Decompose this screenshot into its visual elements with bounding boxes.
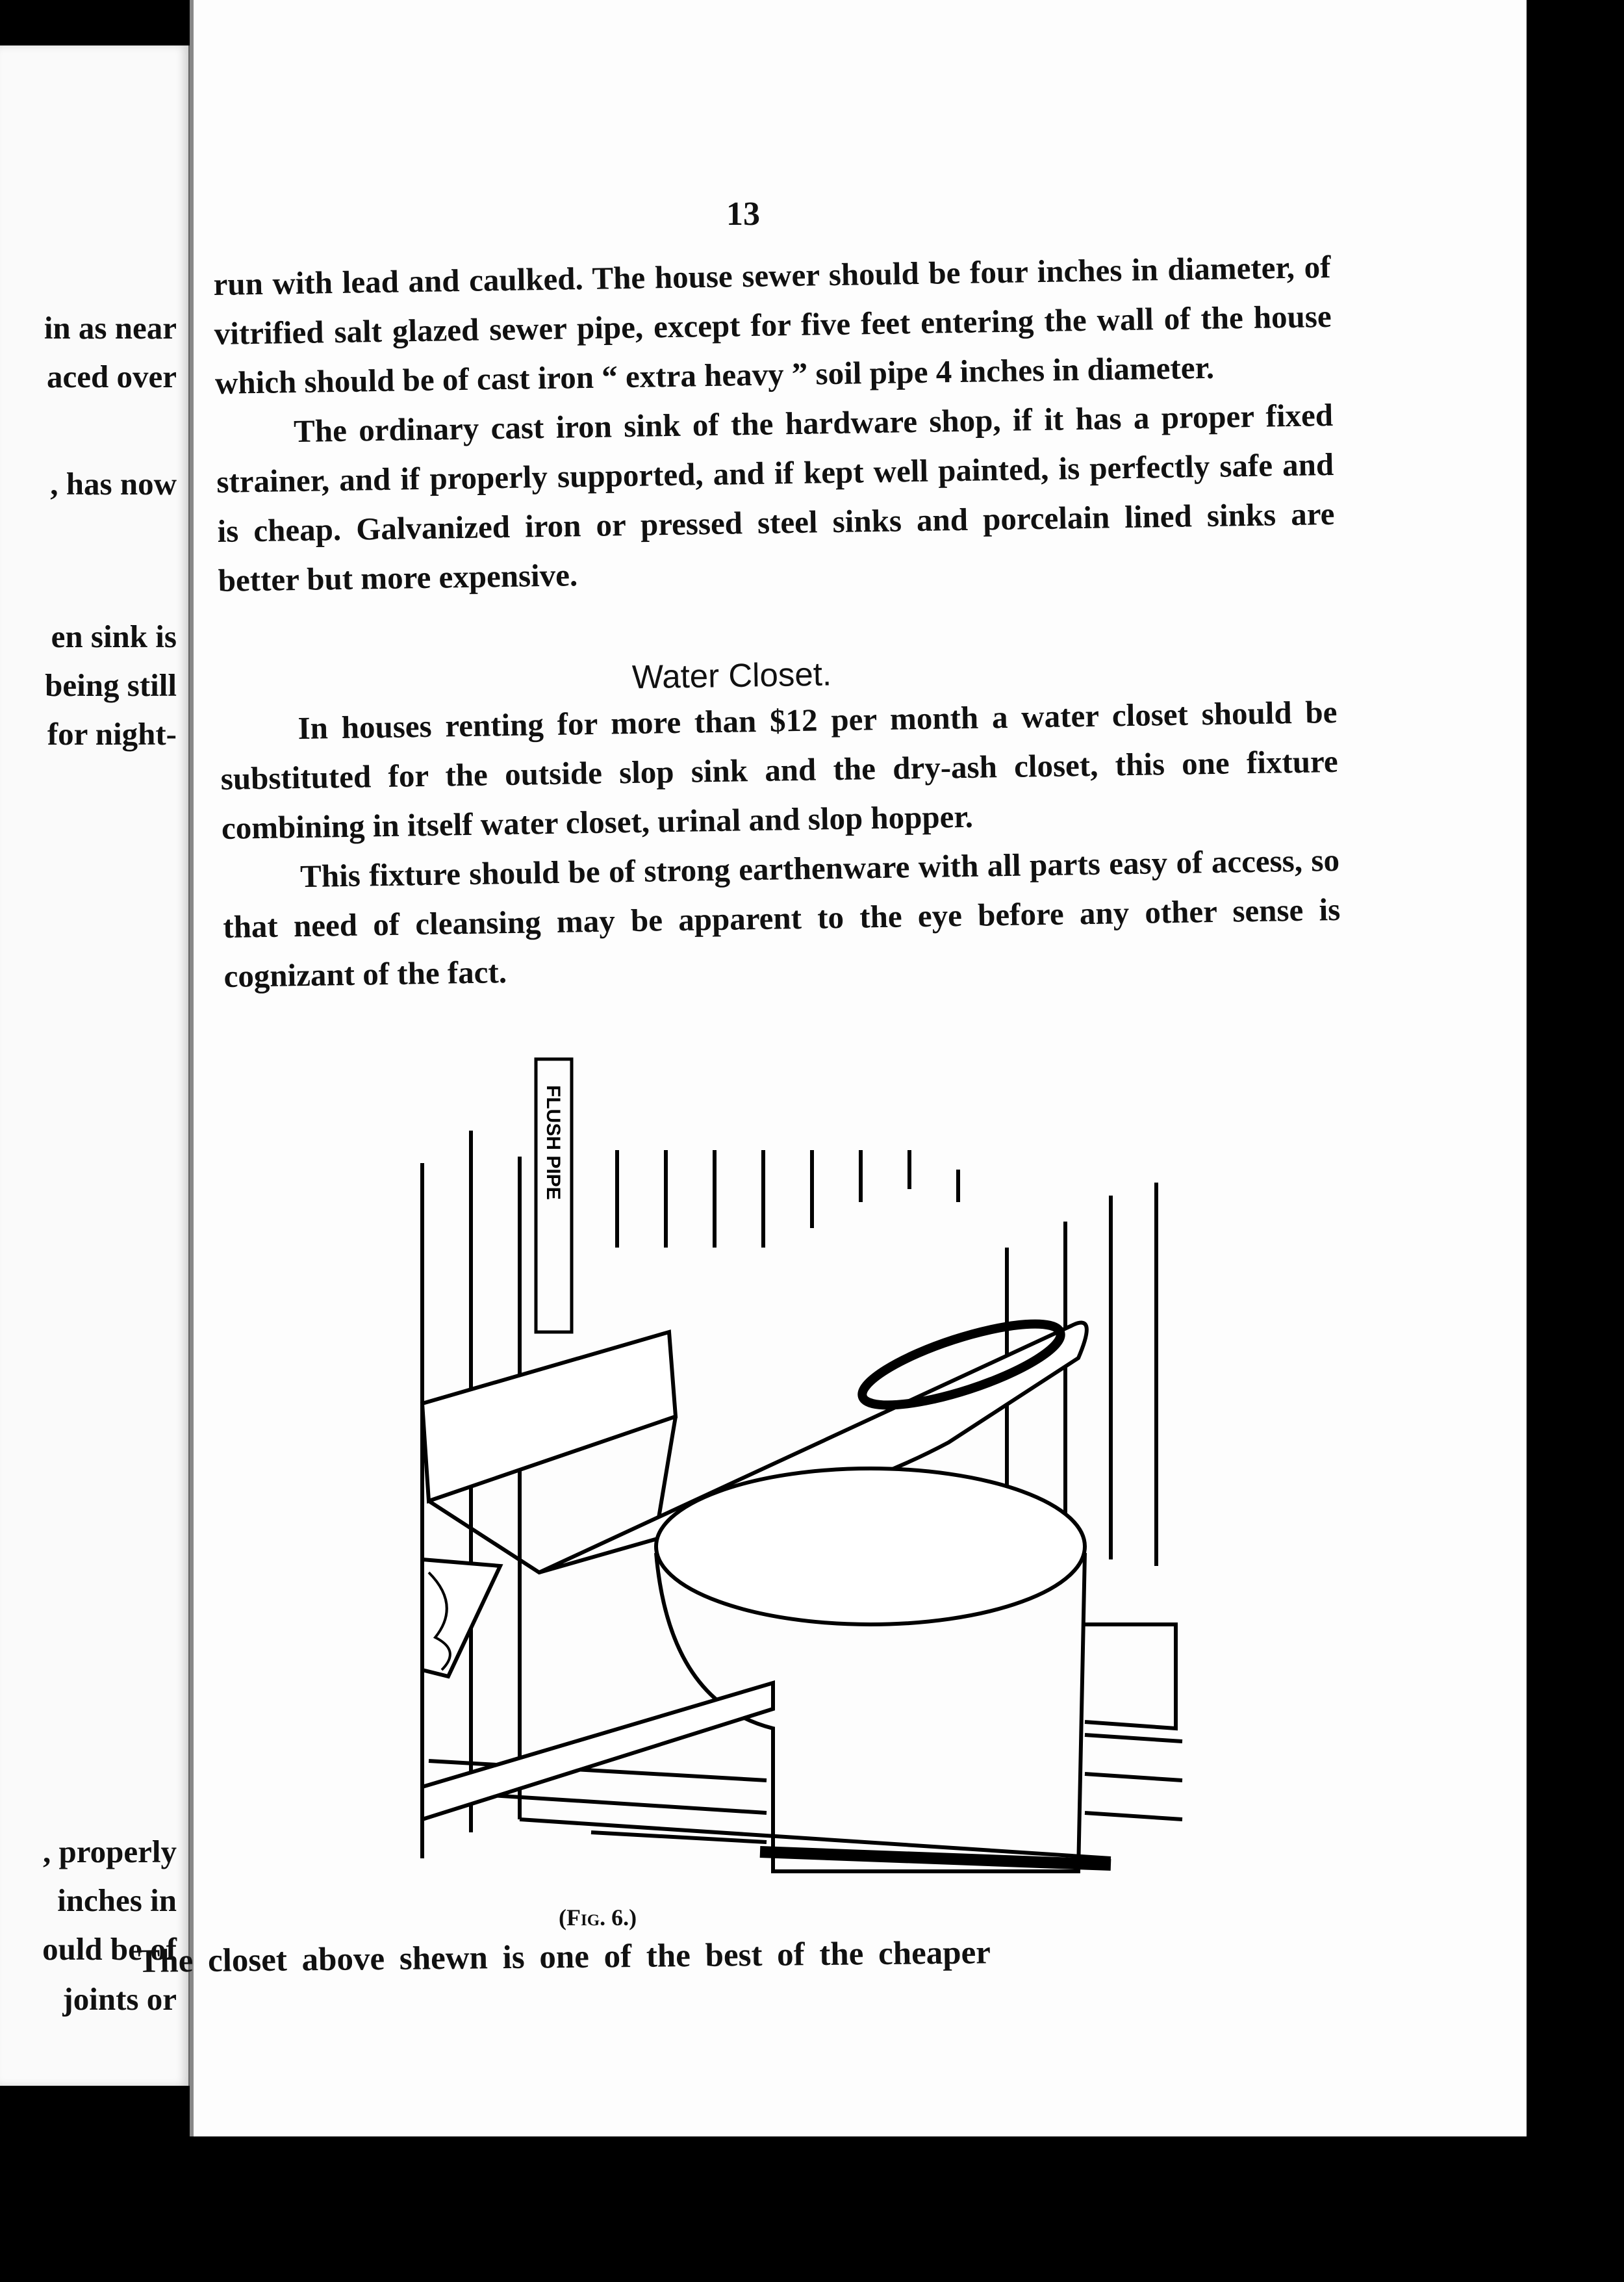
left-page-line: joints or <box>62 1981 177 2017</box>
flush-pipe-label: FLUSH PIPE <box>542 1085 564 1200</box>
paragraph-water-closet: In houses renting for more than $12 per month a water closet should be substituted for the outside slop sink and the dry-ash closet, this one fixture combining in itself water closet, urinal and slop hopper. <box>220 693 1339 846</box>
left-page-line: being still <box>45 667 177 703</box>
left-page <box>0 45 190 2086</box>
left-page-line: in as near <box>44 310 177 346</box>
left-page-line: , properly <box>43 1834 177 1869</box>
left-page-line: , has now <box>50 466 177 502</box>
water-closet-illustration <box>201 1053 1189 1897</box>
left-page-line: en sink is <box>51 619 177 654</box>
figure-caption: (Fig. 6.) <box>559 1904 637 1930</box>
left-page-line: ould be of <box>42 1931 177 1967</box>
paragraph-sewer: run with lead and caulked. The house sewer should be four inches in diameter, of vitrified salt glazed sewer pipe, except for five feet entering the wall of the house which should be of cast iron “ extra heavy ” soil pipe 4 inches in diameter. <box>213 248 1332 401</box>
left-page-line: aced over <box>47 359 177 394</box>
last-line: The closet above shewn is one of the best of the cheaper <box>138 1934 991 1980</box>
left-page-line: for night- <box>47 716 177 752</box>
water-closet-paragraph-block <box>220 687 1341 1001</box>
left-page-line: inches in <box>57 1882 177 1918</box>
page-number: 13 <box>726 196 760 233</box>
section-heading: Water Closet. <box>631 655 832 696</box>
paragraph-sink: The ordinary cast iron sink of the hardware shop, if it has a proper fixed strainer, and if properly supported, and if kept well painted, is perfectly safe and is cheap. Galvanized iron or pressed steel sinks and porcelain lined sinks are better but more expensive. <box>216 396 1335 598</box>
paragraph-earthenware: This fixture should be of strong earthenware with all parts easy of access, so that need of cleansing may be apparent to the eye before any other sense is cognizant of the fact. <box>222 841 1341 994</box>
sewer-paragraph-block <box>213 242 1336 606</box>
